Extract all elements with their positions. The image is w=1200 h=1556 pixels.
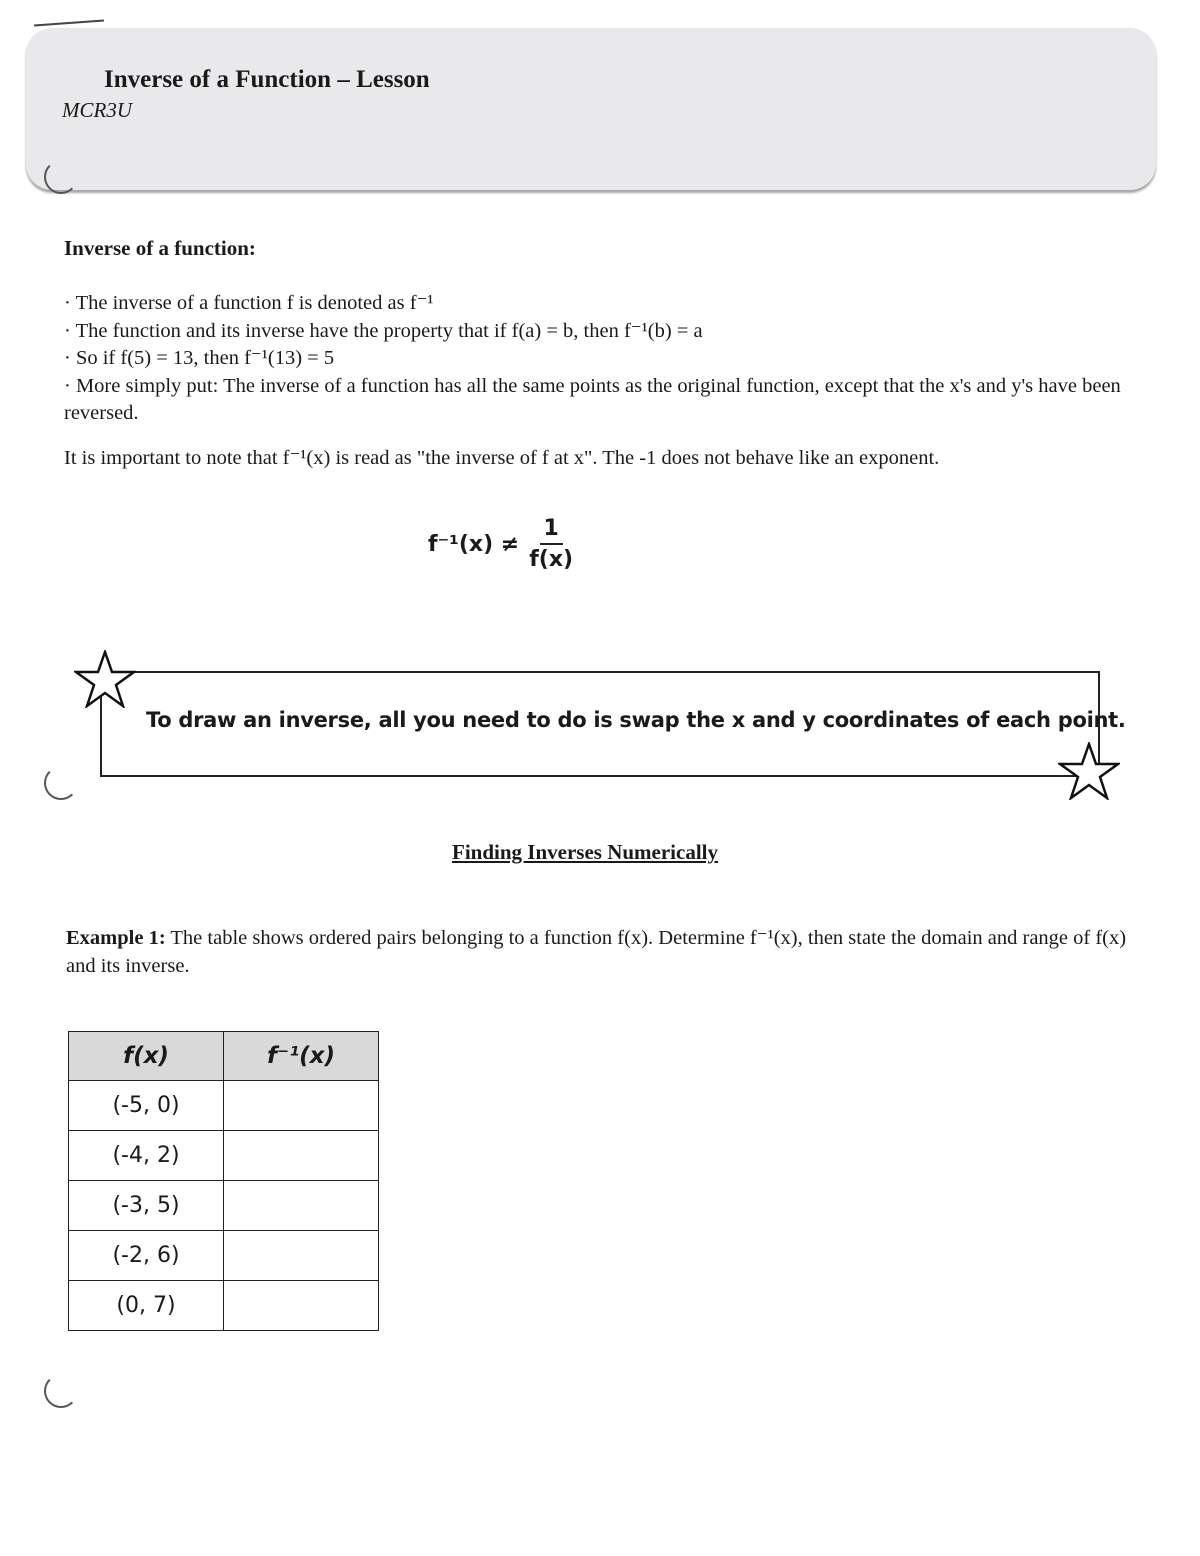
punch-hole [44,766,78,800]
ordered-pairs-table [68,1031,379,1331]
inverse-formula [428,516,573,572]
example-label: Example 1: [66,927,166,949]
answer-cell[interactable] [224,1081,379,1131]
column-header-inverse: f⁻¹(x) [224,1032,379,1081]
punch-hole [44,1374,78,1408]
callout-text: To draw an inverse, all you need to do is swap the x and y coordinates of each point. [146,708,1126,732]
notation-note: It is important to note that f⁻¹(x) is read as "the inverse of f at x". The -1 does not behave like an exponent. [64,447,940,469]
page-title: Inverse of a Function – Lesson [104,66,430,93]
table-row [69,1131,379,1181]
answer-cell[interactable] [224,1281,379,1331]
table-row [69,1231,379,1281]
definition-list [64,290,1144,428]
table-cell: (0, 7) [69,1281,224,1331]
table-cell: (-2, 6) [69,1231,224,1281]
table-cell: (-5, 0) [69,1081,224,1131]
table-row [69,1081,379,1131]
list-item: · The inverse of a function f is denoted as f⁻¹ [64,292,434,314]
formula-denominator: f(x) [529,547,574,572]
list-item: · So if f(5) = 13, then f⁻¹(13) = 5 [64,347,335,369]
answer-cell[interactable] [224,1231,379,1281]
header-band [26,28,1156,190]
column-header-fx: f(x) [69,1032,224,1081]
formula-numerator: 1 [540,516,563,545]
punch-hole [44,160,78,194]
example-text: The table shows ordered pairs belonging to a function f(x). Determine f⁻¹(x), then state the domain and range of f(x) and its inverse. [66,927,1127,977]
subheading: Finding Inverses Numerically [452,840,718,864]
scan-mark [34,20,104,27]
section-heading: Inverse of a function: [64,236,256,260]
list-item: · More simply put: The inverse of a function has all the same points as the original function, except that the x's and y's have been reversed. [64,374,1121,424]
example-1 [66,924,1136,980]
table-header-row [69,1032,379,1081]
answer-cell[interactable] [224,1181,379,1231]
formula-fraction [529,516,573,572]
course-code: MCR3U [62,98,132,122]
star-icon [1058,742,1120,800]
table-cell: (-4, 2) [69,1131,224,1181]
formula-lhs: f⁻¹(x) ≠ [428,531,520,557]
table-cell: (-3, 5) [69,1181,224,1231]
table-row [69,1181,379,1231]
list-item: · The function and its inverse have the property that if f(a) = b, then f⁻¹(b) = a [64,319,703,342]
star-icon [74,650,136,708]
table-row [69,1281,379,1331]
answer-cell[interactable] [224,1131,379,1181]
